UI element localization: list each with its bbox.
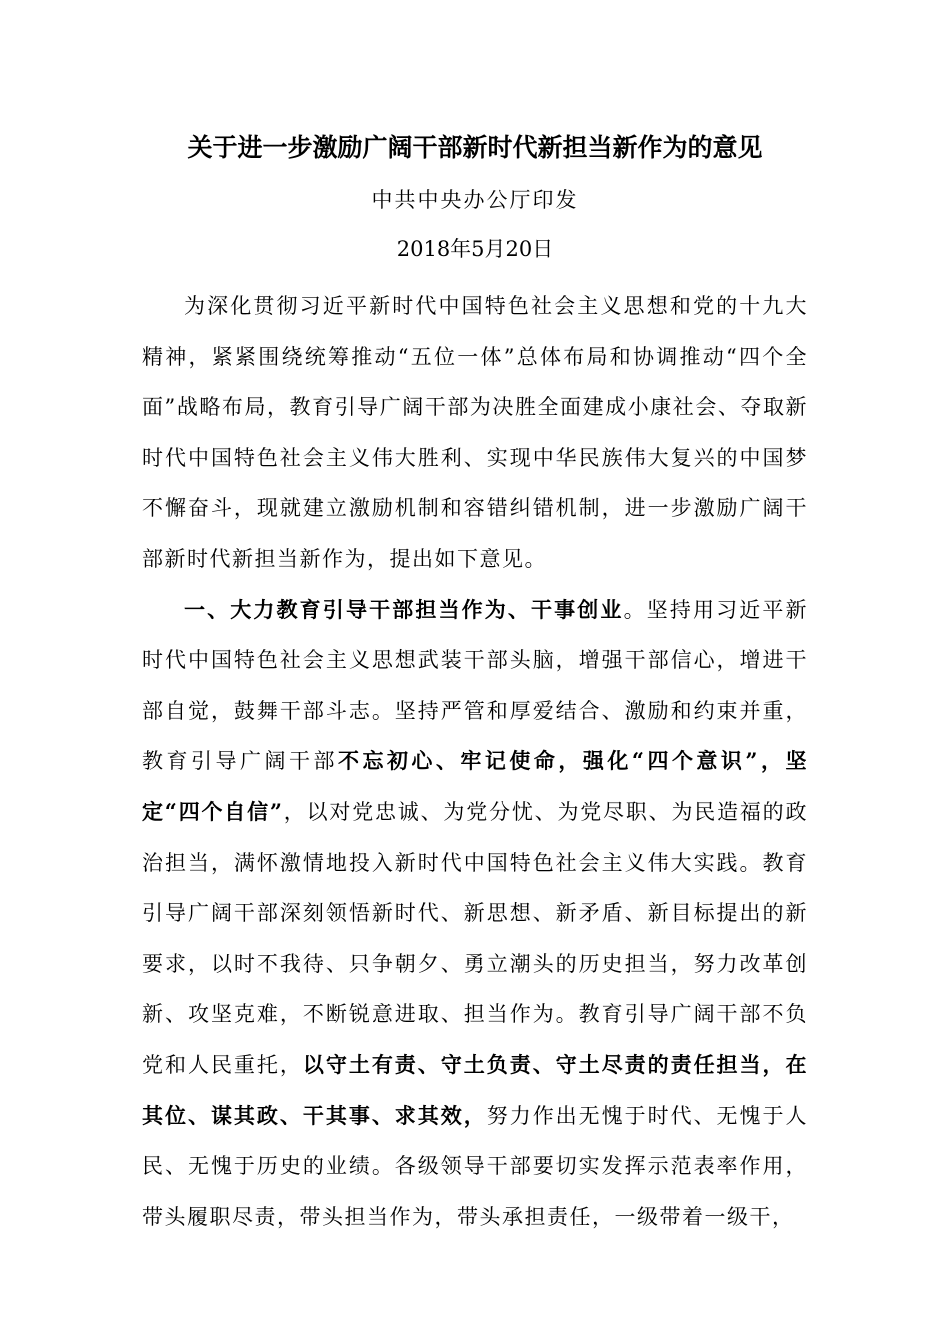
section-1-emphasis-a: 不忘初心、牢记使命，强化“四个意识”，坚定“四个自信” — [142, 748, 808, 824]
paragraph-intro: 为深化贯彻习近平新时代中国特色社会主义思想和党的十九大精神，紧紧围绕统筹推动“五位一体”总体布局和协调推动“四个全面”战略布局，教育引导广阔干部为决胜全面建成小康社会、夺取新时代中国特色社会主义伟大胜利、实现中华民族伟大复兴的中国梦不懈奋斗，现就建立激励机制和容错纠错机制，进一步激励广阔干部新时代新担当新作为，提出如下意见。 — [142, 294, 808, 571]
section-1-heading: 一、大力教育引导干部担当作为、干事创业 — [184, 596, 624, 622]
section-1-text-c: 努力作出无愧于时代、无愧于人民、无愧于历史的业绩。各级领导干部要切实发挥示范表率作用，带头履职尽责，带头担当作为，带头承担责任，一级带着一级干， — [142, 1103, 809, 1229]
section-1-text-b: ，以对党忠诚、为党分忧、为党尽职、为民造福的政治担当，满怀激情地投入新时代中国特色社会主义伟大实践。教育引导广阔干部深刻领悟新时代、新思想、新矛盾、新目标提出的新要求，以时不我待、只争朝夕、勇立潮头的历史担当，努力改革创新、攻坚克难，不断锐意进取、担当作为。教育引导广阔干部不负党和人民重托， — [142, 799, 808, 1077]
document-issuer: 中共中央办公厅印发 — [371, 188, 579, 212]
paragraph-section-1 — [142, 585, 808, 1243]
section-1-emphasis-b: 以守土有责、守土负责、守土尽责的责任担当，在其位、谋其政、干其事、求其效， — [142, 1051, 808, 1128]
section-1-text-a: 。坚持用习近平新时代中国特色社会主义思想武装干部头脑，增强干部信心，增进干部自觉，鼓舞干部斗志。坚持严管和厚爱结合、激励和约束并重，教育引导广阔干部 — [142, 597, 809, 774]
document-title: 关于进一步激励广阔干部新时代新担当新作为的意见 — [187, 133, 763, 162]
document-date: 2018年5月20日 — [396, 237, 554, 261]
document-body — [142, 281, 808, 1242]
